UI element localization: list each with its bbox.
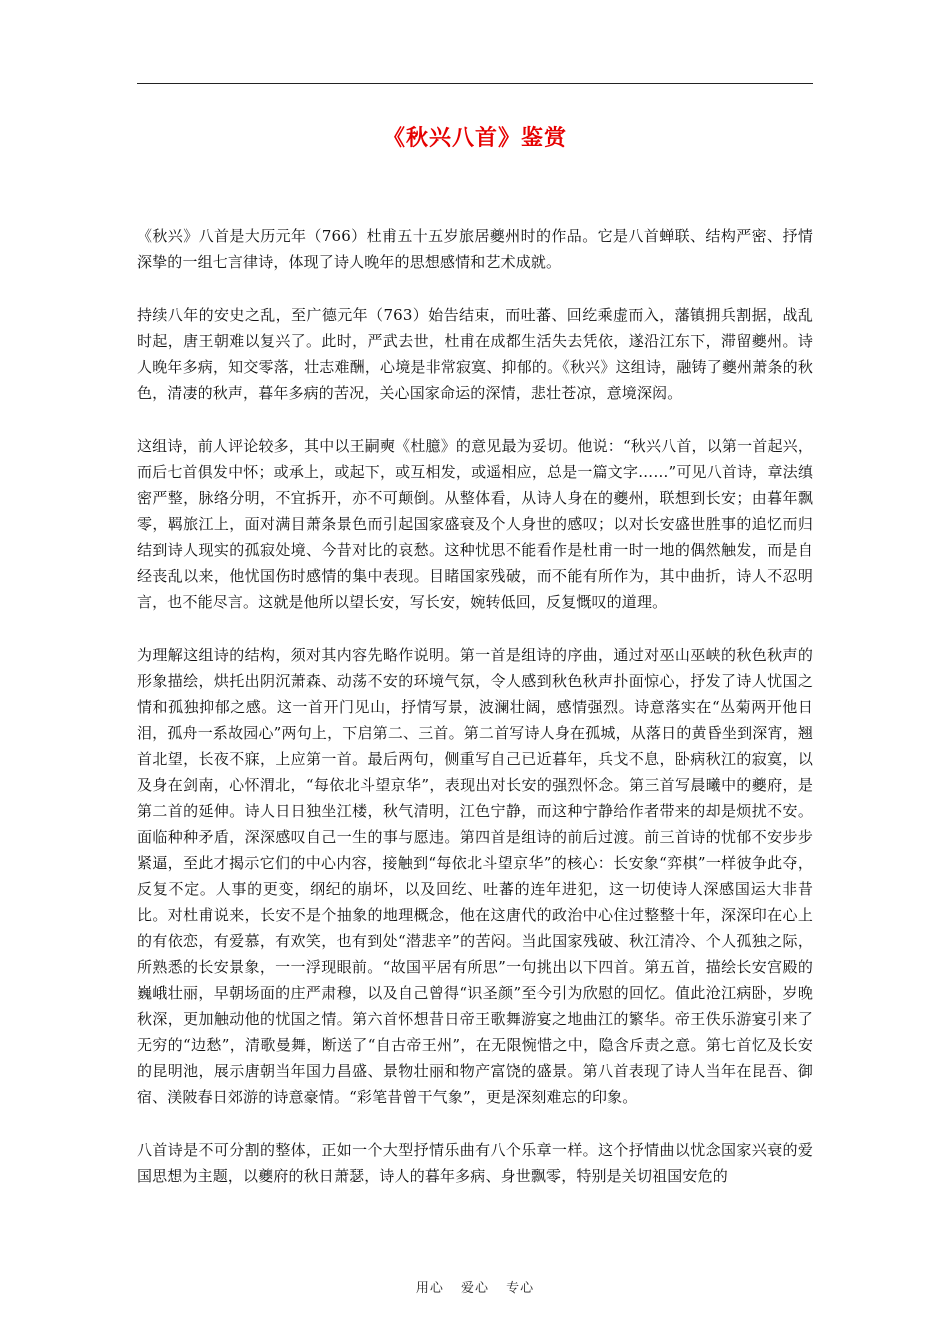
paragraph-structure: 为理解这组诗的结构，须对其内容先略作说明。第一首是组诗的序曲，通过对巫山巫峡的秋色秋声的形象描绘，烘托出阴沉萧森、动荡不安的环境气氛，令人感到秋色秋声扑面惊心，抒发了诗人忧国之情和孤独抑郁之感。这一首开门见山，抒情写景，波澜壮阔，感情强烈。诗意落实在“丛菊两开他日泪，孤舟一系故园心”两句上，下启第二、三首。第二首写诗人身在孤城，从落日的黄昏坐到深宵，翘首北望，长夜不寐，上应第一首。最后两句，侧重写自己已近暮年，兵戈不息，卧病秋江的寂寞，以及身在剑南，心怀渭北，“每依北斗望京华”，表现出对长安的强烈怀念。第三首写晨曦中的夔府，是第二首的延伸。诗人日日独坐江楼，秋气清明，江色宁静，而这种宁静给作者带来的却是烦扰不安。面临种种矛盾，深深感叹自己一生的事与愿违。第四首是组诗的前后过渡。前三首诗的忧郁不安步步紧逼，至此才揭示它们的中心内容，接触到“每依北斗望京华”的核心：长安象“弈棋”一样彼争此夺，反复不定。人事的更变，纲纪的崩坏，以及回纥、吐蕃的连年进犯，这一切使诗人深感国运大非昔比。对杜甫说来，长安不是个抽象的地理概念，他在这唐代的政治中心住过整整十年，深深印在心上的有依恋，有爱慕，有欢笑，也有到处“潜悲辛”的苦闷。当此国家残破、秋江清冷、个人孤独之际，所熟悉的长安景象，一一浮现眼前。“故国平居有所思”一句挑出以下四首。第五首，描绘长安宫殿的巍峨壮丽，早朝场面的庄严肃穆，以及自己曾得“识圣颜”至今引为欣慰的回忆。值此沧江病卧，岁晚秋深，更加触动他的忧国之情。第六首怀想昔日帝王歌舞游宴之地曲江的繁华。帝王佚乐游宴引来了无穷的“边愁”，清歌曼舞，断送了“自古帝王州”，在无限惋惜之中，隐含斥责之意。第七首忆及长安的昆明池，展示唐朝当年国力昌盛、景物壮丽和物产富饶的盛景。第八首表现了诗人当年在昆吾、御宿、渼陂春日郊游的诗意豪情。“彩笔昔曾干气象”，更是深刻难忘的印象。	[137, 646, 813, 1106]
header-rule	[137, 83, 813, 84]
paragraph-whole: 八首诗是不可分割的整体，正如一个大型抒情乐曲有八个乐章一样。这个抒情曲以忧念国家兴衰的爱国思想为主题，以夔府的秋日萧瑟，诗人的暮年多病、身世飘零，特别是关切祖国安危的	[137, 1141, 813, 1185]
paragraph-background: 持续八年的安史之乱，至广德元年（763）始告结束，而吐蕃、回纥乘虚而入，藩镇拥兵割据，战乱时起，唐王朝难以复兴了。此时，严武去世，杜甫在成都生活失去凭依，遂沿江东下，滞留夔州。诗人晚年多病，知交零落，壮志难酬，心境是非常寂寞、抑郁的。《秋兴》这组诗，融铸了夔州萧条的秋色，清凄的秋声，暮年多病的苦况，关心国家命运的深情，悲壮苍凉，意境深闳。	[137, 306, 813, 402]
document-body	[137, 223, 813, 1216]
page-footer: 用心 爱心 专心	[415, 1281, 535, 1296]
document-title: 《秋兴八首》鉴赏	[382, 125, 567, 151]
paragraph-commentary: 这组诗，前人评论较多，其中以王嗣奭《杜臆》的意见最为妥切。他说：“秋兴八首，以第一首起兴，而后七首俱发中怀；或承上，或起下，或互相发，或遥相应，总是一篇文字……”可见八首诗，章法缜密严整，脉络分明，不宜拆开，亦不可颠倒。从整体看，从诗人身在的夔州，联想到长安；由暮年飘零，羁旅江上，面对满目萧条景色而引起国家盛衰及个人身世的感叹；以对长安盛世胜事的追忆而归结到诗人现实的孤寂处境、今昔对比的哀愁。这种忧思不能看作是杜甫一时一地的偶然触发，而是自经丧乱以来，他忧国伤时感情的集中表现。目睹国家残破，而不能有所作为，其中曲折，诗人不忍明言，也不能尽言。这就是他所以望长安，写长安，婉转低回，反复慨叹的道理。	[137, 437, 813, 611]
paragraph-intro: 《秋兴》八首是大历元年（766）杜甫五十五岁旅居夔州时的作品。它是八首蝉联、结构严密、抒情深挚的一组七言律诗，体现了诗人晚年的思想感情和艺术成就。	[137, 227, 813, 271]
